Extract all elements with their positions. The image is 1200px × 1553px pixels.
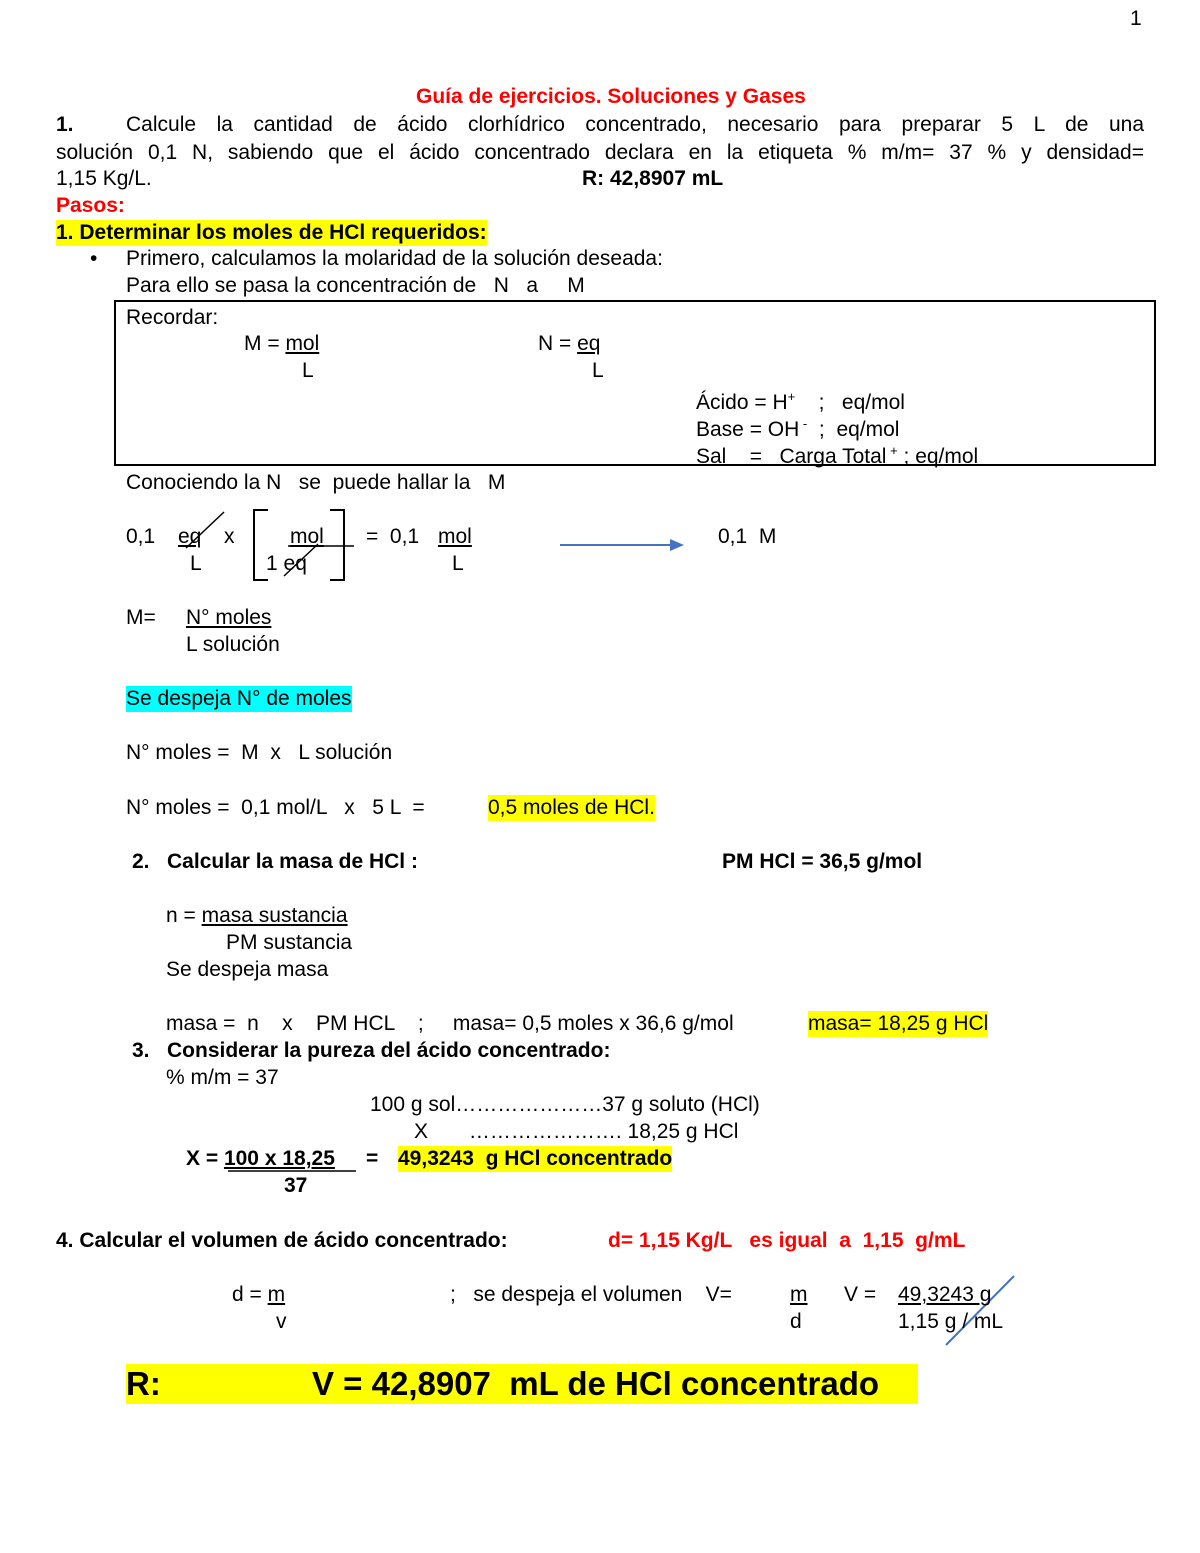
problem-line-2: solución 0,1 N, sabiendo que el ácido concentrado declara en la etiqueta % m/m= 37 % y densidad= — [56, 141, 1144, 164]
conversion-intro: Conociendo la N se puede hallar la M — [126, 471, 506, 494]
base-rule: Base = OH - ; eq/mol — [696, 416, 900, 441]
eq-denominator: L — [190, 552, 202, 575]
v-numerator: m — [790, 1283, 808, 1306]
strike-eq-top — [186, 512, 224, 548]
x-result: 49,3243 g HCl concentrado — [398, 1147, 673, 1170]
step1-heading: 1. Determinar los moles de HCl requeridos: — [56, 221, 487, 244]
conversion-result: 0,1 M — [718, 525, 777, 548]
x-equals: = — [366, 1147, 379, 1170]
problem-line-1: Calcule la cantidad de ácido clorhídrico concentrado, necesario para preparar 5 L de una — [126, 113, 1144, 136]
d-formula: d = m — [232, 1283, 286, 1306]
step2-heading: 2. Calcular la masa de HCl : — [132, 850, 418, 873]
mm-value: % m/m = 37 — [166, 1066, 279, 1089]
rule-line-1: 100 g sol…………………37 g soluto (HCl) — [370, 1093, 760, 1116]
step1-sub: Para ello se pasa la concentración de N a M — [126, 274, 585, 297]
rule-line-2: X …………………. 18,25 g HCl — [414, 1120, 739, 1143]
page-number: 1 — [1130, 7, 1142, 30]
x-formula: X = 100 x 18,25 — [186, 1147, 335, 1170]
step3-heading: 3. Considerar la pureza del ácido concentrado: — [132, 1039, 611, 1062]
mol-numerator: mol — [290, 525, 324, 548]
m-label: M= — [126, 606, 156, 629]
page-title: Guía de ejercicios. Soluciones y Gases — [416, 85, 806, 108]
eq-numerator: eq — [178, 525, 202, 548]
right-bracket — [330, 510, 344, 580]
problem-line-3: 1,15 Kg/L. — [56, 167, 152, 190]
arrow-head — [670, 539, 684, 551]
strike-eq-bottom — [284, 544, 318, 576]
result-denominator: L — [452, 552, 464, 575]
problem-answer: R: 42,8907 mL — [582, 167, 724, 190]
step1-bullet: Primero, calculamos la molaridad de la solución deseada: — [126, 247, 663, 270]
acid-rule: Ácido = H+ ; eq/mol — [696, 389, 905, 414]
x-denominator: 37 — [284, 1174, 308, 1197]
step4-heading: 4. Calcular el volumen de ácido concentrado: — [56, 1229, 508, 1252]
final-answer: V = 42,8907 mL de HCl concentrado — [312, 1365, 880, 1402]
conversion-value: 0,1 — [126, 525, 156, 548]
m-formula-den: L — [302, 359, 314, 382]
equals-value: = 0,1 — [366, 525, 420, 548]
v-denominator: v — [276, 1310, 287, 1333]
n-formula-mass: n = masa sustancia — [166, 904, 348, 927]
steps-label: Pasos: — [56, 194, 125, 217]
d-denominator: d — [790, 1310, 802, 1333]
solution-denominator: L solución — [186, 633, 280, 656]
despeja-masa: Se despeja masa — [166, 958, 329, 981]
pm-denominator: PM sustancia — [226, 931, 353, 954]
moles-calc: N° moles = 0,1 mol/L x 5 L = — [126, 796, 425, 819]
n-formula: N = eq — [538, 332, 601, 355]
salt-rule: Sal = Carga Total + ; eq/mol — [696, 443, 979, 468]
mol-denominator: 1 eq — [266, 552, 307, 575]
result-numerator: mol — [438, 525, 472, 548]
despeja-volumen: ; se despeja el volumen V= — [450, 1283, 732, 1306]
bullet-icon: • — [90, 247, 98, 270]
m-formula: M = mol — [244, 332, 320, 355]
despeja-highlight: Se despeja N° de moles — [126, 687, 352, 710]
moles-formula: N° moles = M x L solución — [126, 741, 393, 764]
moles-result: 0,5 moles de HCl. — [488, 796, 655, 819]
final-label: R: — [126, 1365, 161, 1402]
problem-number: 1. — [56, 113, 74, 136]
moles-numerator: N° moles — [186, 606, 272, 629]
pm-hcl: PM HCl = 36,5 g/mol — [722, 850, 923, 873]
v-equals: V = — [844, 1283, 877, 1306]
masa-result: masa= 18,25 g HCl — [808, 1012, 989, 1035]
times-sign: x — [224, 525, 235, 548]
left-bracket — [254, 510, 268, 580]
recordar-label: Recordar: — [126, 306, 219, 329]
n-formula-den: L — [592, 359, 604, 382]
masa-formula: masa = n x PM HCL ; masa= 0,5 moles x 36,6 g/mol — [166, 1012, 734, 1035]
v-value-denominator: 1,15 g / mL — [898, 1310, 1004, 1333]
density-statement: d= 1,15 Kg/L es igual a 1,15 g/mL — [608, 1229, 966, 1252]
v-value-numerator: 49,3243 g — [898, 1283, 992, 1306]
